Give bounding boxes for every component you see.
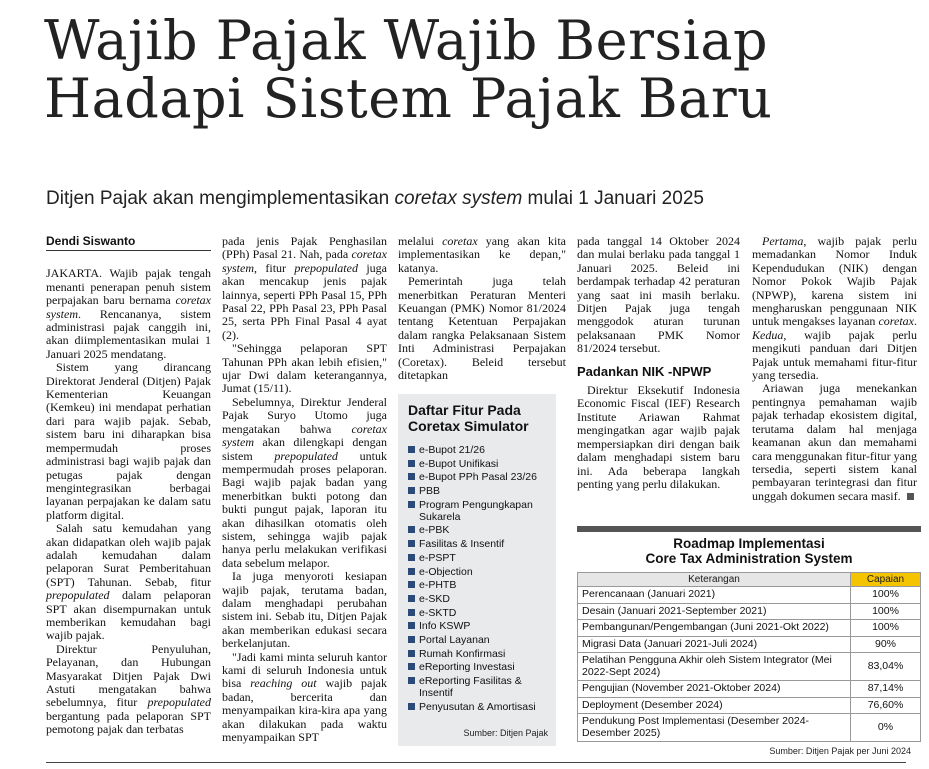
table-row: [578, 587, 921, 604]
text-span: pada jenis Pajak Penghasilan (PPh) Pasal 21. Nah, pada: [222, 234, 387, 262]
row-keterangan: Pembangunan/Pengembangan (Juni 2021-Okt 2022): [578, 620, 851, 637]
row-keterangan: Perencanaan (Januari 2021): [578, 587, 851, 604]
text-span: dalam pelaporan SPT akan disempurnakan untuk memberikan kemudahan bagi wajib pajak.: [46, 588, 211, 643]
row-capaian: 83,04%: [851, 653, 921, 681]
italic-term: coretax: [442, 234, 478, 248]
paragraph: Sistem yang dirancang Direktorat Jenderal (Ditjen) Pajak Kementerian Keuangan (Kemkeu) ini mendapat perhatian dari para wajib pajak. Sebab, sistem baru ini diharapkan bisa mempermudah proses administrasi bagi wajib pajak dan petugas pajak dengan mengintegrasikan berbagai layanan perpajakan ke dalam satu platform digital.: [46, 360, 211, 522]
article-column-1: [46, 235, 211, 737]
roadmap-table-body: [578, 587, 921, 742]
text-span: yang akan kita implementasikan ke depan," katanya.: [398, 234, 566, 275]
paragraph: [222, 651, 387, 745]
feature-list-item-label: e-PBK: [419, 524, 450, 537]
table-row: [578, 697, 921, 714]
feature-list-item: [408, 701, 548, 713]
italic-term: coretax: [878, 314, 914, 329]
feature-list-item-label: Info KSWP: [419, 620, 471, 633]
italic-term: coretax system: [46, 293, 211, 321]
square-bullet-icon: [408, 487, 415, 494]
roadmap-source: Sumber: Ditjen Pajak per Juni 2024: [769, 746, 911, 756]
row-capaian: 90%: [851, 636, 921, 653]
paragraph: Pemerintah juga telah menerbitkan Peraturan Menteri Keuangan (PMK) Nomor 81/2024 tentang Ketentuan Perpajakan dalam rangka Pelaksanaan Sistem Inti Administrasi Perpajakan (Coretax). Beleid tersebut ditetapkan: [398, 274, 566, 383]
subhead-text-1: Ditjen Pajak akan mengimplementasikan: [46, 188, 395, 209]
italic-term: Pertama: [762, 234, 804, 248]
square-bullet-icon: [408, 460, 415, 467]
paragraph: [46, 643, 211, 737]
text-span: Sebelumnya, Direktur Jenderal Pajak Suryo Utomo juga mengatakan bahwa: [222, 394, 387, 436]
text-span: , wajib pajak perlu memadankan Nomor Induk Kependudukan (NIK) dengan Nomor Pokok Wajib Pajak (NPWP), karena sistem ini mengharuskan penggunaan NIK untuk mengakses layanan: [752, 234, 917, 329]
italic-term: coretax system: [222, 421, 387, 450]
feature-list-item: [408, 607, 548, 619]
row-keterangan: Deployment (Desember 2024): [578, 697, 851, 714]
feature-list-item-label: eReporting Investasi: [419, 661, 515, 674]
headline-line-2: Hadapi Sistem Pajak Baru: [44, 67, 773, 130]
square-bullet-icon: [408, 609, 415, 616]
square-bullet-icon: [408, 540, 415, 547]
text-span: , wajib pajak perlu mengikuti panduan dari Ditjen Pajak untuk memahami fitur-fitur yang tersedia.: [752, 327, 917, 383]
article-column-4: [577, 235, 740, 491]
paragraph: Direktur Eksekutif Indonesia Economic Fiscal (IEF) Research Institute Ariawan Rahmat mengingatkan agar wajib pajak mempersiapkan diri dengan baik dalam menghadapi sistem baru ini. Ada beberapa langkah penting yang perlu dilakukan.: [577, 383, 740, 491]
bottom-divider: [46, 762, 906, 763]
paragraph: [752, 382, 917, 503]
feature-list-item-label: e-Objection: [419, 565, 473, 578]
roadmap-title: [577, 536, 921, 566]
paragraph: Ia juga menyoroti kesiapan wajib pajak, terutama badan, dalam menghadapi perubahan sistem ini. Sebab itu, Ditjen Pajak akan memberikan edukasi secara berkelanjutan.: [222, 569, 387, 651]
feature-list-item: [408, 524, 548, 536]
row-capaian: 100%: [851, 620, 921, 637]
text-span: . Rencananya, sistem administrasi pajak canggih ini, akan diimplementasikan mulai 1 Januari 2025 mendatang.: [46, 306, 211, 361]
feature-list-item: [408, 499, 548, 523]
square-bullet-icon: [408, 703, 415, 710]
feature-list-item-label: e-Bupot 21/26: [419, 444, 485, 456]
roadmap-title-line-2: Core Tax Administration System: [645, 551, 853, 566]
italic-term: Kedua: [752, 327, 784, 342]
row-keterangan: Pengujian (November 2021-Oktober 2024): [578, 681, 851, 698]
text-span: melalui: [398, 234, 443, 248]
text-span: "Jadi kami minta seluruh kantor kami di seluruh Indonesia untuk bisa: [222, 649, 387, 691]
text-span: untuk mempermudah proses pelaporan. Bagi wajib pajak badan yang menerbitkan bukti potong dan bukti pungut pajak, laporan itu akan dihasilkan otomatis oleh sistem, sehingga wajib pajak hanya perlu melakukan verifikasi data sebelum melapor.: [222, 448, 387, 570]
feature-box-source: Sumber: Ditjen Pajak: [463, 728, 548, 738]
feature-list-item: [408, 485, 548, 497]
square-bullet-icon: [408, 501, 415, 508]
square-bullet-icon: [408, 677, 415, 684]
row-capaian: 100%: [851, 603, 921, 620]
roadmap-table-box: [577, 526, 921, 760]
square-bullet-icon: [408, 568, 415, 575]
feature-list-item: [408, 471, 548, 483]
column-header-capaian: Capaian: [851, 573, 921, 587]
row-keterangan: Desain (Januari 2021-September 2021): [578, 603, 851, 620]
italic-term: prepopulated: [294, 260, 358, 275]
roadmap-title-line-1: Roadmap Implementasi: [673, 536, 825, 551]
byline: Dendi Siswanto: [46, 235, 211, 251]
italic-term: coretax system: [222, 247, 387, 275]
row-capaian: 76,60%: [851, 697, 921, 714]
feature-list-item: [408, 634, 548, 646]
feature-list-item-label: e-Bupot PPh Pasal 23/26: [419, 471, 537, 484]
row-keterangan: Pelatihan Pengguna Akhir oleh Sistem Integrator (Mei 2022-Sept 2024): [578, 653, 851, 681]
feature-list-item: [408, 444, 548, 456]
text-span: wajib pajak badan, bercerita dan menyampaikan kira-kira apa yang akan dilakukan pada waktu menyampaikan SPT: [222, 676, 387, 745]
paragraph: [398, 235, 566, 275]
text-span: juga akan mencakup jenis pajak lainnya, seperti PPh Pasal 15, PPh Pasal 22, PPh Pasal 23, PPh Pasal 25, serta PPh Final Pasal 4 ayat (2).: [222, 260, 387, 342]
text-span: bergantung pada pelaporan SPT pemotong pajak dan terbatas: [46, 708, 211, 737]
table-row: [578, 653, 921, 681]
feature-list-item-label: Fasilitas & Insentif: [419, 538, 505, 551]
feature-list-item-label: e-SKTD: [419, 606, 457, 619]
feature-list-item-label: PBB: [419, 485, 441, 498]
row-capaian: 100%: [851, 587, 921, 604]
feature-list-item-label: Penyusutan & Amortisasi: [419, 700, 536, 713]
article-column-5: [752, 235, 917, 503]
subhead-italic: coretax system: [394, 188, 523, 209]
paragraph: "Sehingga pelaporan SPT Tahunan PPh akan lebih efisien," ujar Dwi dalam keterangannya, Jumat (15/11).: [222, 341, 387, 396]
subheadline: [46, 188, 906, 210]
feature-list-item: [408, 552, 548, 564]
paragraph: [46, 522, 211, 643]
table-row: [578, 603, 921, 620]
square-bullet-icon: [408, 595, 415, 602]
feature-list-item-label: Rumah Konfirmasi: [419, 647, 506, 660]
italic-term: prepopulated: [274, 448, 338, 463]
text-span: , fitur: [254, 260, 295, 275]
section-heading: Padankan NIK -NPWP: [577, 363, 712, 379]
feature-list-item: [408, 661, 548, 673]
text-span: Salah satu kemudahan yang akan didapatkan oleh wajib pajak adalah kemudahan dalam pelaporan Surat Pemberitahuan (SPT) Tahunan. Sebab, fitur: [46, 521, 211, 589]
paragraph: [222, 235, 387, 342]
article-column-3: [398, 235, 566, 382]
headline-line-1: Wajib Pajak Wajib Bersiap: [44, 9, 769, 72]
paragraph: [46, 267, 211, 361]
paragraph: pada tanggal 14 Oktober 2024 dan mulai berlaku pada tanggal 1 Januari 2025. Beleid ini berdampak terhadap 42 peraturan yang saat ini masih berlaku. Ditjen Pajak juga tengah menggodok aturan turunan pelaksanaan PMK Nomor 81/2024 tersebut.: [577, 234, 740, 356]
text-span: akan dilengkapi dengan sistem: [222, 435, 387, 463]
text-span: .: [914, 314, 917, 329]
italic-term: prepopulated: [147, 695, 211, 710]
feature-list-item-label: eReporting Fasilitas & Insentif: [419, 675, 522, 699]
square-bullet-icon: [408, 636, 415, 643]
feature-list-item: [408, 593, 548, 605]
row-capaian: 0%: [851, 714, 921, 742]
italic-term: prepopulated: [46, 588, 110, 603]
feature-list-item-label: e-Bupot Unifikasi: [419, 457, 499, 470]
feature-list-item: [408, 458, 548, 470]
end-mark-icon: [907, 493, 914, 500]
feature-list-item: [408, 675, 548, 699]
paragraph: [222, 396, 387, 570]
headline: [44, 9, 924, 130]
feature-list-item: [408, 648, 548, 660]
feature-list-item-label: e-PHTB: [419, 579, 457, 592]
row-capaian: 87,14%: [851, 681, 921, 698]
feature-list: [408, 444, 548, 713]
table-header-row: [578, 573, 921, 587]
square-bullet-icon: [408, 473, 415, 480]
square-bullet-icon: [408, 554, 415, 561]
table-row: [578, 681, 921, 698]
feature-list-item-label: e-SKD: [419, 592, 450, 605]
square-bullet-icon: [408, 622, 415, 629]
feature-list-item-label: Program Pengungkapan Sukarela: [419, 498, 533, 523]
square-bullet-icon: [408, 526, 415, 533]
feature-list-item: [408, 579, 548, 591]
roadmap-top-bar: [577, 526, 921, 532]
table-row: [578, 620, 921, 637]
italic-term: reaching out: [250, 676, 317, 691]
paragraph: [752, 235, 917, 382]
row-keterangan: Pendukung Post Implementasi (Desember 2024-Desember 2025): [578, 714, 851, 742]
text-span: JAKARTA. Wajib pajak tengah menanti penerapan penuh sistem perpajakan baru bernama: [46, 266, 211, 308]
feature-list-item: [408, 566, 548, 578]
feature-list-box: [398, 394, 556, 746]
subhead-text-2: mulai 1 Januari 2025: [522, 188, 704, 209]
feature-list-item: [408, 538, 548, 550]
feature-list-item-label: Portal Layanan: [419, 633, 490, 646]
text-span: Direktur Penyuluhan, Pelayanan, dan Hubungan Masyarakat Ditjen Pajak Dwi Astuti mengatakan bahwa sebelumnya, fitur: [46, 641, 211, 710]
square-bullet-icon: [408, 663, 415, 670]
feature-box-title: Daftar Fitur Pada Coretax Simulator: [408, 402, 529, 434]
column-header-keterangan: Keterangan: [578, 573, 851, 587]
row-keterangan: Migrasi Data (Januari 2021-Juli 2024): [578, 636, 851, 653]
roadmap-table: [577, 572, 921, 742]
feature-list-item-label: e-PSPT: [419, 551, 456, 564]
square-bullet-icon: [408, 446, 415, 453]
table-row: [578, 714, 921, 742]
article-column-2: [222, 235, 387, 744]
square-bullet-icon: [408, 650, 415, 657]
table-row: [578, 636, 921, 653]
feature-list-item: [408, 620, 548, 632]
text-span: Ariawan juga menekankan pentingnya pemahaman wajib pajak terhadap ekosistem digital, terutama dalam hal menjaga keamanan akun dan memahami cara menggunakan fitur-fitur yang tersedia, seperti sistem kanal pembayaran terintegrasi dan fitur unggah dokumen secara masif.: [752, 381, 917, 503]
square-bullet-icon: [408, 581, 415, 588]
